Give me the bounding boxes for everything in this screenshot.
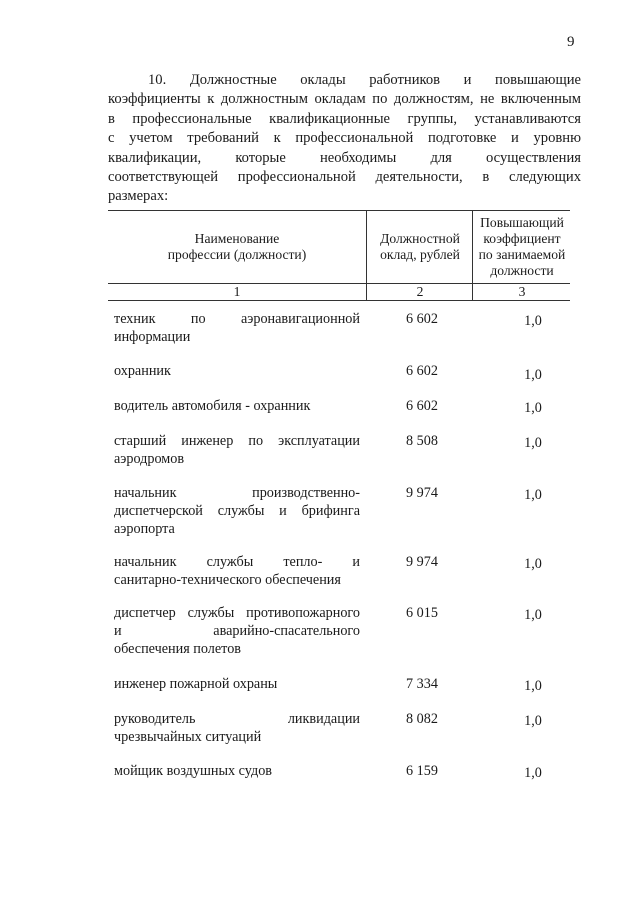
profession-name-line: начальник производственно- bbox=[114, 485, 360, 501]
header-coefficient-text: Повышающий коэффициент по занимаемой должности bbox=[478, 215, 566, 278]
profession-name-line: техник по аэронавигационной bbox=[114, 311, 360, 327]
profession-name-line: старший инженер по эксплуатации bbox=[114, 433, 360, 449]
coefficient-value: 1,0 bbox=[524, 713, 542, 729]
header-salary bbox=[366, 211, 473, 283]
profession-name-line: диспетчер службы противопожарного bbox=[114, 605, 360, 621]
coefficient-value: 1,0 bbox=[524, 765, 542, 781]
page-number: 9 bbox=[567, 34, 575, 50]
profession-name bbox=[114, 397, 360, 415]
profession-name-line: диспетчерской службы и брифинга bbox=[114, 503, 360, 519]
coefficient-value: 1,0 bbox=[524, 607, 542, 623]
salary-value: 7 334 bbox=[406, 676, 438, 692]
coefficient-value: 1,0 bbox=[524, 678, 542, 694]
profession-name-line: и аварийно-спасательного bbox=[114, 623, 360, 639]
profession-name bbox=[114, 432, 360, 468]
profession-name-line: инженер пожарной охраны bbox=[114, 676, 278, 692]
header-coefficient bbox=[472, 211, 571, 283]
intro-line: в профессиональные квалификационные группы, устанавливаются bbox=[108, 110, 581, 127]
intro-line: соответствующей профессиональной деятельности, в следующих bbox=[108, 168, 581, 185]
intro-line: размерах: bbox=[108, 188, 169, 205]
profession-name-line: руководитель ликвидации bbox=[114, 711, 360, 727]
column-number-3: 3 bbox=[472, 284, 571, 300]
profession-name-line: мойщик воздушных судов bbox=[114, 763, 272, 779]
intro-line: квалификации, которые необходимы для осуществления bbox=[108, 149, 581, 166]
coefficient-value: 1,0 bbox=[524, 367, 542, 383]
profession-name bbox=[114, 484, 360, 538]
coefficient-value: 1,0 bbox=[524, 313, 542, 329]
salary-value: 9 974 bbox=[406, 485, 438, 501]
salary-value: 8 082 bbox=[406, 711, 438, 727]
coefficient-value: 1,0 bbox=[524, 487, 542, 503]
profession-name-line: аэродромов bbox=[114, 451, 185, 467]
profession-name-line: начальник службы тепло- и bbox=[114, 554, 360, 570]
salary-value: 6 602 bbox=[406, 363, 438, 379]
column-number-1: 1 bbox=[233, 284, 241, 299]
intro-line: коэффициенты к должностным окладам по должностям, не включенным bbox=[108, 91, 581, 108]
intro-line: 10. Должностные оклады работников и повышающие bbox=[148, 72, 581, 88]
intro-paragraph bbox=[108, 71, 581, 207]
salary-value: 6 159 bbox=[406, 763, 438, 779]
profession-name-line: чрезвычайных ситуаций bbox=[114, 729, 262, 745]
salary-value: 6 602 bbox=[406, 311, 438, 327]
header-profession-text: Наименование профессии (должности) bbox=[167, 231, 307, 262]
salary-value: 6 602 bbox=[406, 398, 438, 414]
profession-name bbox=[114, 675, 360, 693]
salary-value: 9 974 bbox=[406, 554, 438, 570]
column-number-2: 2 bbox=[366, 284, 473, 300]
header-profession bbox=[108, 211, 366, 283]
table-header-row bbox=[108, 210, 570, 283]
header-salary-text: Должностной оклад, рублей bbox=[380, 231, 460, 262]
profession-name-line: водитель автомобиля - охранник bbox=[114, 398, 311, 414]
profession-name bbox=[114, 604, 360, 658]
profession-name bbox=[114, 762, 360, 780]
profession-name-line: информации bbox=[114, 329, 191, 345]
profession-name bbox=[114, 362, 360, 380]
coefficient-value: 1,0 bbox=[524, 556, 542, 572]
salary-table-header bbox=[108, 210, 570, 301]
profession-name bbox=[114, 310, 360, 346]
profession-name-line: санитарно-технического обеспечения bbox=[114, 572, 341, 588]
salary-value: 8 508 bbox=[406, 433, 438, 449]
coefficient-value: 1,0 bbox=[524, 400, 542, 416]
intro-line: с учетом требований к профессиональной подготовке и уровню bbox=[108, 130, 581, 147]
coefficient-value: 1,0 bbox=[524, 435, 542, 451]
profession-name-line: охранник bbox=[114, 363, 171, 379]
profession-name bbox=[114, 553, 360, 589]
salary-value: 6 015 bbox=[406, 605, 438, 621]
profession-name bbox=[114, 710, 360, 746]
profession-name-line: обеспечения полетов bbox=[114, 641, 241, 657]
profession-name-line: аэропорта bbox=[114, 521, 175, 537]
column-numbers-row bbox=[108, 283, 570, 301]
